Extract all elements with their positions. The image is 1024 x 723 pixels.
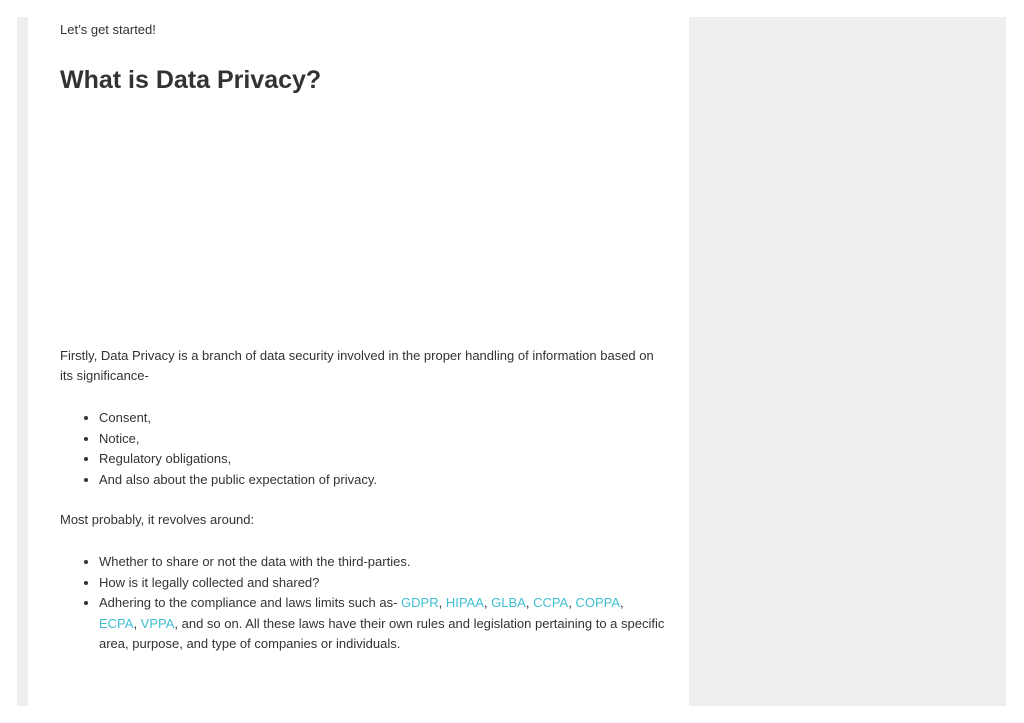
link-coppa[interactable]: COPPA xyxy=(575,595,621,610)
left-border-bar xyxy=(17,17,28,706)
privacy-aspects-list xyxy=(60,408,665,490)
ad-placeholder xyxy=(60,96,665,339)
link-gdpr[interactable]: GDPR xyxy=(401,595,439,610)
separator: , xyxy=(438,595,446,610)
separator: , xyxy=(483,595,492,610)
list-item: • Consent, xyxy=(99,408,665,429)
separator: , xyxy=(133,615,141,631)
laws-prefix: Adhering to the compliance and laws limits such as- xyxy=(99,595,402,610)
list-item: • Regulatory obligations, xyxy=(99,449,665,470)
paragraph-revolves: Most probably, it revolves around: xyxy=(60,512,255,527)
link-ccpa[interactable]: CCPA xyxy=(533,595,569,610)
privacy-topics-list xyxy=(60,552,665,655)
separator: , xyxy=(568,595,576,610)
link-glba[interactable]: GLBA xyxy=(491,595,526,610)
list-item: • And also about the public expectation of privacy. xyxy=(99,470,665,491)
laws-suffix: , and so on. All these laws have their own rules and legislation pertaining to a specific area, purpose, and type of companies or individuals. xyxy=(99,615,665,651)
sidebar-panel xyxy=(689,17,1006,706)
list-item-laws xyxy=(99,593,665,655)
intro-text: Let’s get started! xyxy=(60,22,156,37)
article-heading: What is Data Privacy? xyxy=(60,66,322,94)
link-vppa[interactable]: VPPA xyxy=(140,615,175,631)
list-item: • Whether to share or not the data with the third-parties. xyxy=(99,552,665,573)
separator: , xyxy=(525,595,534,610)
separator: , xyxy=(620,595,624,610)
paragraph-intro: Firstly, Data Privacy is a branch of data security involved in the proper handling of information based on its significance- xyxy=(60,348,654,383)
link-hipaa[interactable]: HIPAA xyxy=(445,595,484,610)
article-content xyxy=(60,17,665,655)
list-item: • How is it legally collected and shared? xyxy=(99,573,665,594)
link-ecpa[interactable]: ECPA xyxy=(99,615,134,631)
list-item: • Notice, xyxy=(99,429,665,450)
